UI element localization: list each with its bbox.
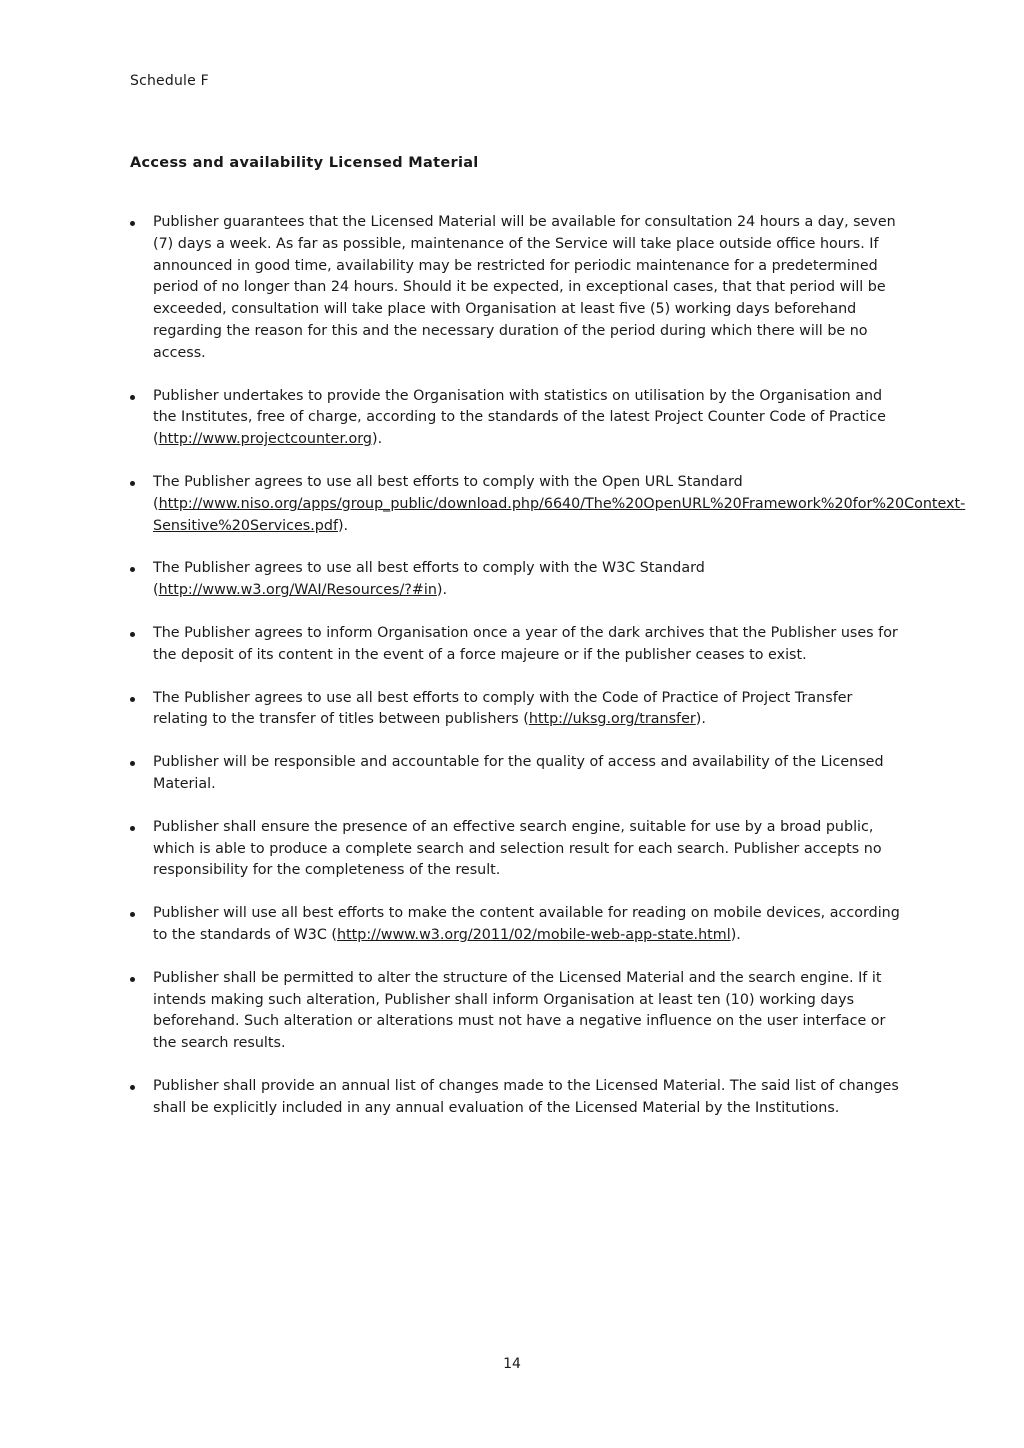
clause-item [130, 817, 910, 882]
clause-text: Publisher undertakes to provide the Organisation with statistics on utilisation by the Organisation and the Institutes, free of charge, according to the standards of the latest Project Counter Code of Practice ( [153, 387, 886, 448]
clause-text-end: ). [436, 582, 448, 599]
clause-text: Publisher shall ensure the presence of an effective search engine, suitable for use by a broad public, which is able to produce a complete search and selection result for each search. Publisher accepts no responsibility for the completeness of the result. [153, 818, 882, 879]
bullet-icon [130, 977, 135, 982]
clause-item [130, 752, 910, 796]
bullet-icon [130, 632, 135, 637]
clause-text: Publisher guarantees that the Licensed Material will be available for consultation 24 hours a day, seven (7) days a week. As far as possible, maintenance of the Service will take place outside office hours. If announced in good time, availability may be restricted for periodic maintenance for a predetermined period of no longer than 24 hours. Should it be expected, in exceptional cases, that that period will be exceeded, consultation will take place with Organisation at least five (5) working days beforehand regarding the reason for this and the necessary duration of the period during which there will be no access. [153, 214, 896, 361]
clause-item [130, 558, 910, 602]
projectcounter-link[interactable]: http://www.projectcounter.org [158, 431, 372, 448]
page-number: 14 [503, 1356, 521, 1372]
clause-item [130, 1076, 910, 1120]
clause-list [130, 212, 966, 1141]
clause-text-end: ). [337, 517, 349, 534]
clause-text-end: ). [730, 926, 741, 943]
clause-text: Publisher will be responsible and accountable for the quality of access and availability of the Licensed Material. [153, 754, 884, 792]
w3c-standard-link[interactable]: http://www.w3.org/WAI/Resources/?#in [158, 582, 437, 599]
bullet-icon [130, 481, 135, 486]
bullet-icon [130, 912, 135, 917]
bullet-icon [130, 395, 135, 400]
clause-item [130, 472, 966, 537]
bullet-icon [130, 567, 135, 572]
openurl-standard-link[interactable]: http://www.niso.org/apps/group_public/download.php/6640/The%20OpenURL%20Framework%20for%20Context-Sensitive%20Services.pdf [153, 495, 966, 534]
clause-text: The Publisher agrees to use all best efforts to comply with the Open URL Standard ( [153, 473, 743, 512]
uksg-transfer-link[interactable]: http://uksg.org/transfer [528, 711, 696, 728]
clause-text-end: ). [695, 711, 706, 728]
clause-text: The Publisher agrees to inform Organisation once a year of the dark archives that the Publisher uses for the deposit of its content in the event of a force majeure or if the publisher ceases to exist. [153, 624, 898, 663]
bullet-icon [130, 697, 135, 702]
clause-text: Publisher will use all best efforts to make the content available for reading on mobile devices, according to the standards of W3C ( [153, 905, 900, 943]
clause-item [130, 903, 910, 947]
clause-text: The Publisher agrees to use all best efforts to comply with the Code of Practice of Project Transfer relating to the transfer of titles between publishers ( [153, 689, 853, 728]
clause-item [130, 688, 910, 732]
clause-item [130, 968, 910, 1055]
bullet-icon [130, 1085, 135, 1090]
bullet-icon [130, 826, 135, 831]
clause-item [130, 212, 910, 365]
clause-text: Publisher shall be permitted to alter the structure of the Licensed Material and the search engine. If it intends making such alteration, Publisher shall inform Organisation at least ten (10) working days beforehand. Such alteration or alterations must not have a negative influence on the user interface or the search results. [153, 969, 886, 1052]
clause-text: The Publisher agrees to use all best efforts to comply with the W3C Standard ( [153, 560, 705, 599]
mobile-web-link[interactable]: http://www.w3.org/2011/02/mobile-web-app-state.html [336, 926, 731, 943]
clause-text: Publisher shall provide an annual list of changes made to the Licensed Material. The said list of changes shall be explicitly included in any annual evaluation of the Licensed Material by the Institutions. [153, 1077, 899, 1116]
clause-item [130, 386, 910, 451]
section-heading: Access and availability Licensed Material [130, 155, 479, 171]
schedule-label: Schedule F [130, 73, 209, 89]
bullet-icon [130, 221, 135, 226]
clause-item [130, 623, 910, 667]
clause-text-end: ). [372, 431, 383, 448]
bullet-icon [130, 761, 135, 766]
